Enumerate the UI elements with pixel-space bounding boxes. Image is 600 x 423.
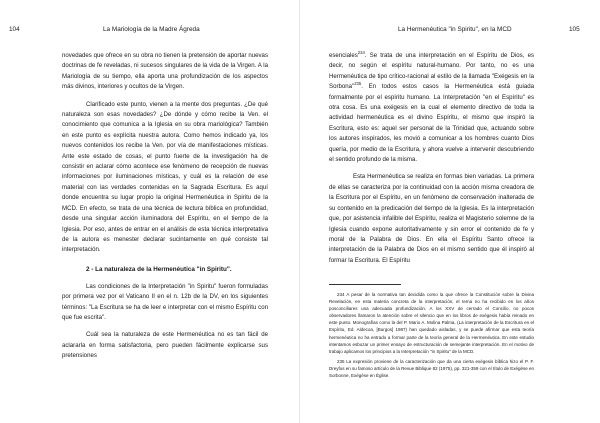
footnote: 235 La expresión proviene de la caracterización que da una cierta exégesis bíblica hizo el P. F. Dreyfus en su famoso artículo de la Revue Biblique 82 (1975), pp. 321-359 con el título de Exégèse en Sorbonne, Exégèse en Église. [329, 358, 534, 379]
paragraph [329, 51, 534, 165]
paragraph: Clarificado este punto, vienen a la mente dos preguntas. ¿De qué naturaleza son esas novedades? ¿De dónde y cómo recibe la Ven. el conocimiento que comunica a la Iglesia en su obra mariológica? También en este punto es explícita nuestra autora. Como hemos indicado ya, los nuevos contenidos los recibe la Ven. por vía de manifestaciones místicas. Ante este estado de cosas, el punto fuerte de la investigación ha de consistir en aclarar cómo acontece ese fenómeno de recepción de nuevas informaciones por iluminaciones místicas, y cuál es la relación de ese material con las verdades contenidas en la Sagrada Escritura. Es aquí donde encuentra su lugar propio la original Hermenéutica in Spiritu de la MCD. En efecto, se trata de una técnica de lectura bíblica en profundidad, desde una singular acción iluminadora del Espíritu, en el tiempo de la Iglesia. Por eso, antes de entrar en el análisis de esta técnica interpretativa de la autora es menester declarar sucintamente en qué consiste tal interpretación. [62, 100, 268, 254]
running-head-right: La Hermenéutica "in Spiritu", en la MCD [398, 26, 512, 33]
page-number-right: 105 [569, 26, 580, 33]
paragraph: novedades que ofrece en su obra no tienen la pretensión de aportar nuevas doctrinas de fe reveladas, ni sucesos singulares de la vida de la Virgen. A la Mariología de su tiempo, ella aporta una profundización de los aspectos más divinos, interiores y ocultos de la Virgen. [62, 52, 268, 91]
footnote-ref[interactable]: 234 [357, 49, 365, 55]
section-heading: 2 - La naturaleza de la Hermenéutica "in Spiritu". [86, 265, 232, 273]
footnote: 234 A pesar de la normativa tan decidida como la que ofrece la Constitución sobre la Divina Revelación, en esta materia concreta de la interpretación, el tema no ha recibido en los años posconciliares una adecuada profundización. A los XXV de cerrado el Concilio, no pocos observadores llamaron la atención sobre el silencio que en los libros de exégesis había reinado en este punto. Monografías como la del P. Mario A. Molina Palma, (La interpretación de la Escritura en el Espíritu, Ed. Aldecoa, [Burgos] 1987) han quedado aisladas, y se puede afirmar que esta teoría hermenéutica no ha entrado a formar parte de la teoría general de la Hermenéutica. En este estudio intentamos esbozar un primer ensayo de estructuración de semejante interpretación. En el motivo de trabajo aplicamos los principios a la Interpretación "in Spiritu" de la MCD. [329, 292, 534, 354]
right-page [300, 0, 600, 423]
page-number-left: 104 [9, 26, 20, 33]
running-head-left: La Mariología de la Madre Ágreda [103, 26, 200, 33]
paragraph-text: . Se trata de una interpretación en el Espíritu de Dios, es decir, no según el espíritu natural-humano. Por tanto, no es una Hermenéutica de tipo crítico-racional al estilo de la llamada "Exégesis en la Sorbona" [329, 52, 534, 91]
paragraph: Las condiciones de la Interpretación "in Spiritu" fueron formuladas por primera vez por el Vaticano II en el n. 12b de la DV, en los siguientes términos: "La Escritura se ha de leer e interpretar con el mismo Espíritu con que fue escrita". [62, 282, 268, 321]
right-body [329, 51, 534, 266]
footnotes [329, 291, 534, 382]
paragraph: Esta Hermenéutica se realiza en formas bien variadas. La primera de ellas se caracteriza por la continuidad con la acción misma creadora de la Escritura por el Espíritu, en un fenómeno de conservación inalterada de su contenido en la predicación del tiempo de la Iglesia. Es la interpretación que, por asistencia infalible del Espíritu, realiza el Magisterio solemne de la Iglesia cuando expone autoritativamente y sin error el contenido de fe y moral de la Palabra de Dios. En ella el Espíritu Santo ofrece la interpretación de la Palabra de Dios en el mismo sentido que él inspiró al formar la Escritura. El Espíritu [329, 173, 534, 264]
footnote-rule [329, 284, 401, 285]
footnote-ref[interactable]: 235 [354, 81, 362, 87]
left-body [62, 51, 268, 362]
paragraph: Cuál sea la naturaleza de este Hermenéutica no es tan fácil de aclararla en forma satisfactoria, pero pueden fácilmente explicarse sus pretensiones [62, 331, 268, 360]
paragraph-text: esenciales [329, 52, 358, 59]
paragraph-text: . En todos estos casos la Hermenéutica está guiada formalmente por el espíritu humano. La Interpretación "en el Espíritu" es otra cosa. Es una exégesis en la cual el elemento directivo de toda la actividad hermenéutica es el divino Espíritu, el mismo que inspiró la Escritura, esto es: aquel ser personal de la Trinidad que, actuando sobre los autores inspirados, les movió a comunicar a los hombres cuanto Dios quería, por medio de la Escritura, y ahora vuelve a intervenir descubriendo el sentido profundo de la misma. [329, 83, 534, 164]
